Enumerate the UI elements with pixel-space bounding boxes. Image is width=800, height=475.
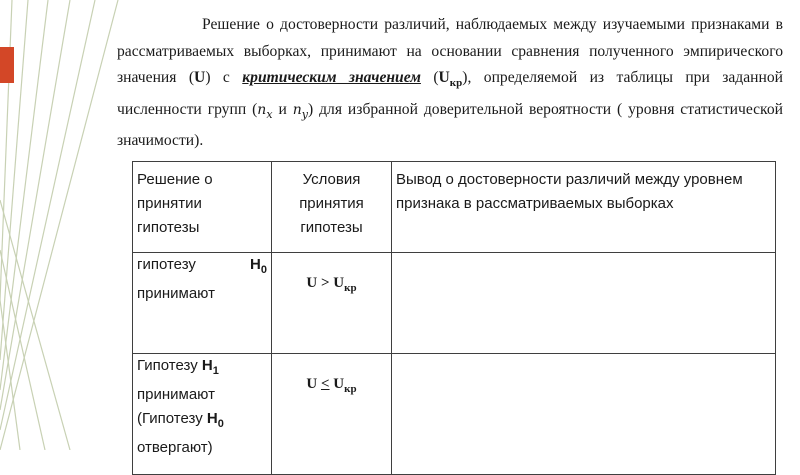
row1-decision: гипотезу $Н_0$ принимают — [133, 253, 272, 354]
row1-condition: $U > U_{кр}$ — [272, 253, 392, 354]
row2-condition: $U < U_{кр}$ — [272, 354, 392, 475]
intro-text-1: Решение о достоверности различий, наблюдаемых между изучаемыми признаками в рассматриваемых выборках, принимают на основании сравнения полученного эмпирического значения ( — [117, 16, 783, 86]
intro-and: и — [272, 100, 293, 118]
decorative-lines — [0, 0, 120, 450]
intro-ny: $n_y$ — [292, 101, 308, 121]
table-row — [133, 253, 776, 354]
accent-bar — [0, 47, 14, 83]
intro-u: U — [194, 69, 206, 86]
intro-text-5: ) для избранной доверительной вероятности ( уровня статистической значимости). — [117, 100, 783, 149]
intro-critical-value: критическим значением — [242, 69, 421, 86]
hypothesis-table — [132, 161, 776, 475]
table-row — [133, 354, 776, 475]
table-header-row — [133, 162, 776, 253]
intro-text-4: ), определяемой из таблицы при заданной численности групп ( — [117, 69, 783, 118]
intro-text-2: ) с — [205, 69, 243, 86]
header-decision: Решение о принятии гипотезы — [133, 162, 272, 253]
row2-decision: Гипотезу $Н_1$ принимают (Гипотезу $Н_0$ отвергают) — [133, 354, 272, 475]
row2-conclusion — [392, 354, 776, 475]
intro-nx: $n_x$ — [257, 101, 273, 121]
intro-paragraph — [117, 12, 783, 154]
header-conclusion: Вывод о достоверности различий между уровнем признака в рассматриваемых выборках — [392, 162, 776, 253]
header-conditions: Условия принятия гипотезы — [272, 162, 392, 253]
intro-ukr: $U_{кр}$ — [438, 69, 463, 90]
intro-text-3: ( — [420, 69, 439, 86]
row1-conclusion — [392, 253, 776, 354]
